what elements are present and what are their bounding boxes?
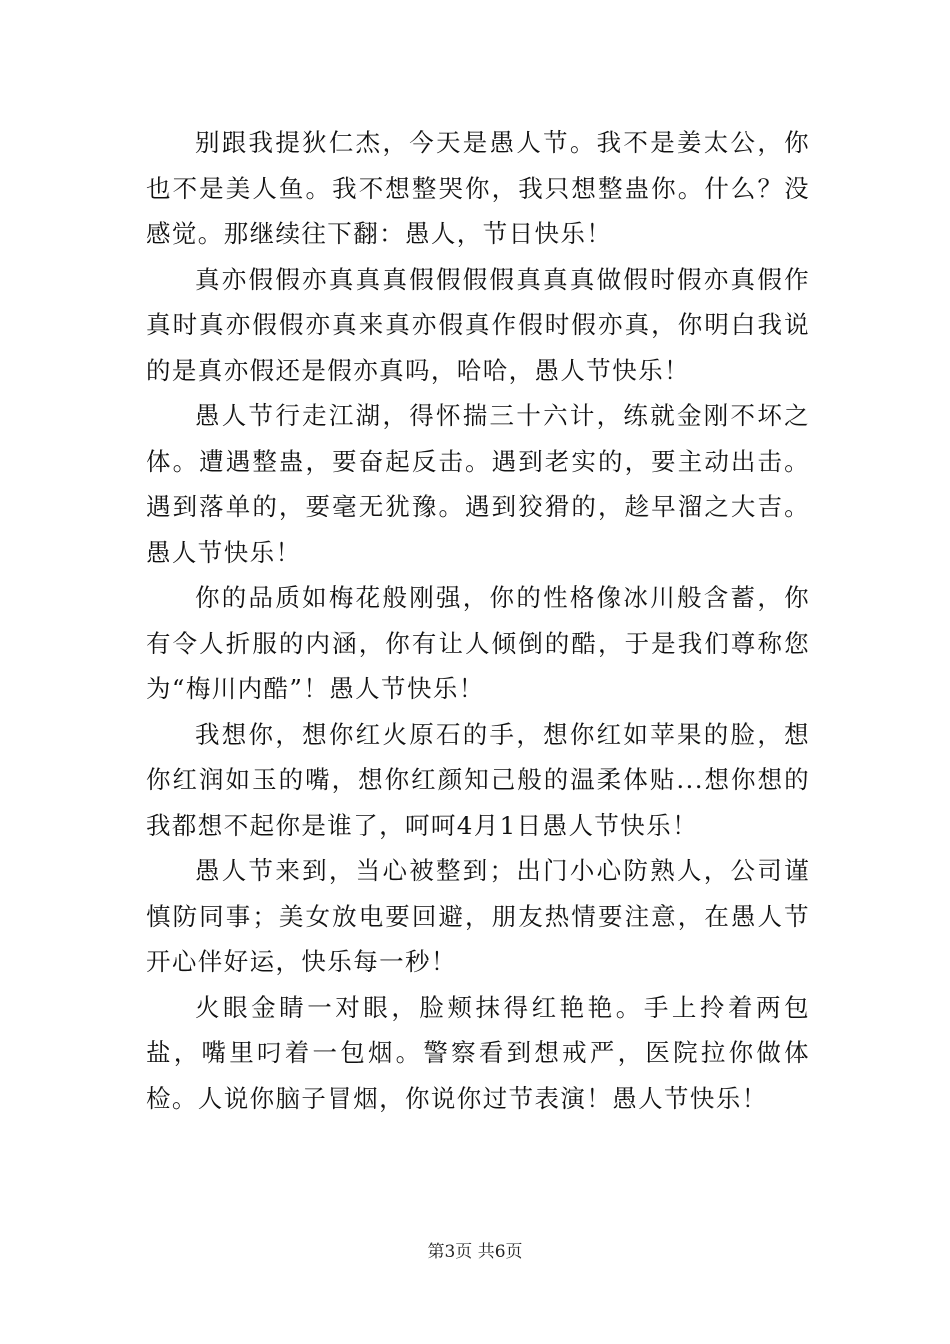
paragraph-5: 我想你，想你红火原石的手，想你红如苹果的脸，想你红润如玉的嘴，想你红颜知己般的温柔体贴...想你想的我都想不起你是谁了，呵呵4月1日愚人节快乐！ bbox=[146, 719, 810, 840]
paragraph-1: 别跟我提狄仁杰，今天是愚人节。我不是姜太公，你也不是美人鱼。我不想整哭你，我只想整蛊你。什么？没感觉。那继续往下翻：愚人，节日快乐！ bbox=[146, 128, 810, 248]
paragraph-7: 火眼金睛一对眼，脸颊抹得红艳艳。手上拎着两包盐，嘴里叼着一包烟。警察看到想戒严，医院拉你做体检。人说你脑子冒烟，你说你过节表演！愚人节快乐！ bbox=[146, 992, 810, 1113]
paragraph-6: 愚人节来到，当心被整到；出门小心防熟人，公司谨慎防同事；美女放电要回避，朋友热情要注意，在愚人节开心伴好运，快乐每一秒！ bbox=[146, 856, 810, 976]
paragraph-4: 你的品质如梅花般刚强，你的性格像冰川般含蓄，你有令人折服的内涵，你有让人倾倒的酷，于是我们尊称您为“梅川内酷”！愚人节快乐！ bbox=[146, 583, 810, 703]
paragraph-2: 真亦假假亦真真真假假假假真真真做假时假亦真假作真时真亦假假亦真来真亦假真作假时假亦真，你明白我说的是真亦假还是假亦真吗，哈哈，愚人节快乐！ bbox=[146, 264, 810, 385]
document-body bbox=[146, 120, 810, 1121]
page-number-footer: 第3页 共6页 bbox=[427, 1242, 523, 1262]
paragraph-3: 愚人节行走江湖，得怀揣三十六计，练就金刚不坏之体。遭遇整蛊，要奋起反击。遇到老实的，要主动出击。遇到落单的，要毫无犹豫。遇到狡猾的，趁早溜之大吉。愚人节快乐！ bbox=[146, 401, 810, 567]
